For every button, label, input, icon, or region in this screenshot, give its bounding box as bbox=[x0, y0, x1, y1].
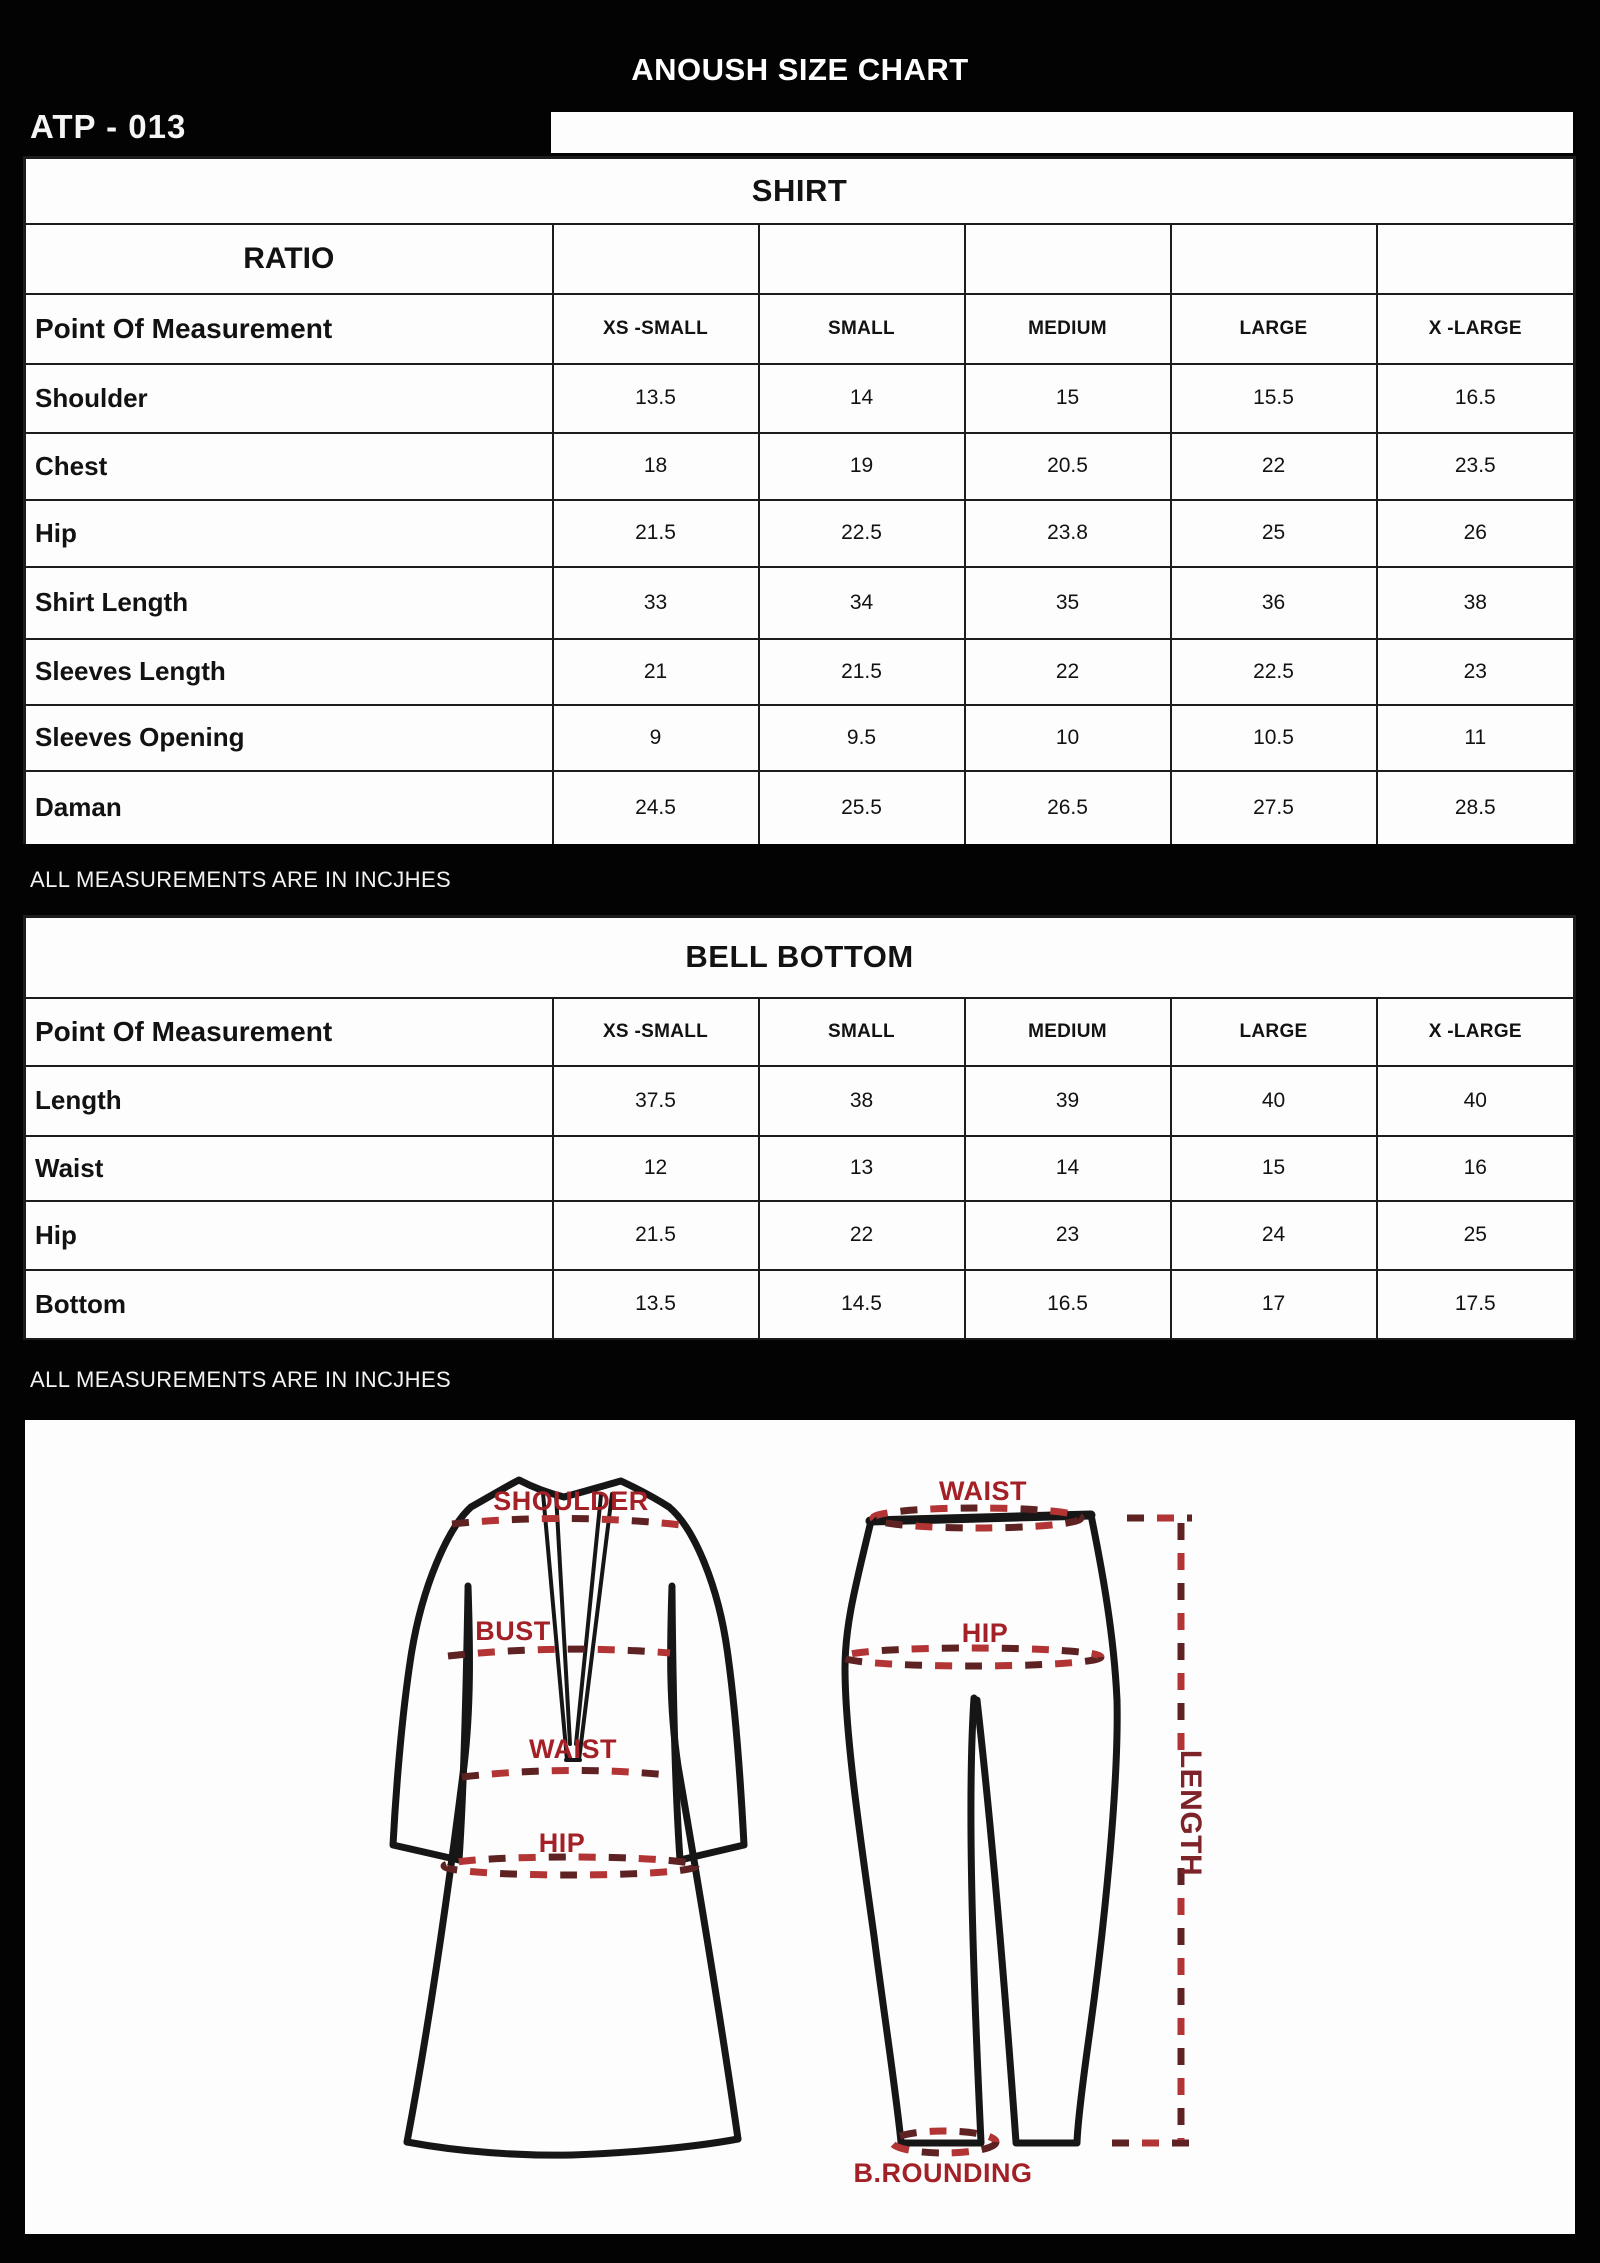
tunic-shoulder-label: SHOULDER bbox=[493, 1486, 649, 1516]
row-label: Shoulder bbox=[25, 364, 553, 433]
pants-hip-label: HIP bbox=[961, 1618, 1009, 1648]
cell-value: 22.5 bbox=[759, 500, 965, 567]
product-code: ATP - 013 bbox=[30, 108, 187, 145]
cell-value: 17 bbox=[1171, 1270, 1377, 1340]
table-row bbox=[25, 771, 1575, 846]
row-label: Length bbox=[25, 1066, 553, 1136]
column-header-xs: XS -SMALL bbox=[553, 998, 759, 1066]
cell-value: 34 bbox=[759, 567, 965, 639]
column-header-xl: X -LARGE bbox=[1377, 998, 1575, 1066]
empty-cell bbox=[759, 224, 965, 294]
table-row bbox=[25, 1136, 1575, 1201]
table-row bbox=[25, 705, 1575, 771]
row-label: Hip bbox=[25, 500, 553, 567]
cell-value: 33 bbox=[553, 567, 759, 639]
product-code-bar bbox=[551, 112, 1573, 153]
cell-value: 24.5 bbox=[553, 771, 759, 846]
tunic-neck-placket bbox=[543, 1493, 612, 1760]
column-header-l: LARGE bbox=[1171, 998, 1377, 1066]
column-header-xl: X -LARGE bbox=[1377, 294, 1575, 364]
column-header-xs: XS -SMALL bbox=[553, 294, 759, 364]
pants-length-label: LENGTH bbox=[1174, 1749, 1207, 1877]
cell-value: 21.5 bbox=[553, 1201, 759, 1270]
table-row bbox=[25, 639, 1575, 705]
bell-bottom-size-table bbox=[23, 915, 1576, 1341]
row-label: Shirt Length bbox=[25, 567, 553, 639]
cell-value: 37.5 bbox=[553, 1066, 759, 1136]
shirt-table-title: SHIRT bbox=[25, 158, 1575, 224]
row-label: Sleeves Opening bbox=[25, 705, 553, 771]
cell-value: 21.5 bbox=[759, 639, 965, 705]
tunic-waist-line bbox=[462, 1770, 668, 1777]
cell-value: 22 bbox=[965, 639, 1171, 705]
pants-outline bbox=[845, 1515, 1117, 2143]
cell-value: 25.5 bbox=[759, 771, 965, 846]
table-row bbox=[25, 1270, 1575, 1340]
table-row bbox=[25, 1201, 1575, 1270]
cell-value: 28.5 bbox=[1377, 771, 1575, 846]
cell-value: 12 bbox=[553, 1136, 759, 1201]
cell-value: 14.5 bbox=[759, 1270, 965, 1340]
ratio-cell: RATIO bbox=[25, 224, 553, 294]
measurements-note-text: ALL MEASUREMENTS ARE IN INCJHES bbox=[30, 1367, 452, 1392]
cell-value: 16.5 bbox=[1377, 364, 1575, 433]
cell-value: 25 bbox=[1377, 1201, 1575, 1270]
column-header-l: LARGE bbox=[1171, 294, 1377, 364]
shirt-size-table bbox=[23, 156, 1576, 847]
cell-value: 14 bbox=[965, 1136, 1171, 1201]
cell-value: 22.5 bbox=[1171, 639, 1377, 705]
page-title: ANOUSH SIZE CHART bbox=[631, 52, 969, 87]
pants-bottom-rounding-label: B.ROUNDING bbox=[853, 2158, 1033, 2188]
cell-value: 39 bbox=[965, 1066, 1171, 1136]
measurements-note bbox=[0, 1340, 1600, 1420]
cell-value: 14 bbox=[759, 364, 965, 433]
cell-value: 15 bbox=[1171, 1136, 1377, 1201]
column-header-m: MEDIUM bbox=[965, 998, 1171, 1066]
cell-value: 38 bbox=[759, 1066, 965, 1136]
cell-value: 16 bbox=[1377, 1136, 1575, 1201]
cell-value: 23 bbox=[965, 1201, 1171, 1270]
row-label: Chest bbox=[25, 433, 553, 500]
cell-value: 22 bbox=[759, 1201, 965, 1270]
column-header-s: SMALL bbox=[759, 294, 965, 364]
cell-value: 17.5 bbox=[1377, 1270, 1575, 1340]
cell-value: 36 bbox=[1171, 567, 1377, 639]
table-row bbox=[25, 500, 1575, 567]
cell-value: 15.5 bbox=[1171, 364, 1377, 433]
cell-value: 38 bbox=[1377, 567, 1575, 639]
cell-value: 26 bbox=[1377, 500, 1575, 567]
pom-header: Point Of Measurement bbox=[25, 998, 553, 1066]
cell-value: 11 bbox=[1377, 705, 1575, 771]
cell-value: 23 bbox=[1377, 639, 1575, 705]
cell-value: 25 bbox=[1171, 500, 1377, 567]
cell-value: 10 bbox=[965, 705, 1171, 771]
pants-hip-line bbox=[843, 1648, 1101, 1666]
table-row bbox=[25, 364, 1575, 433]
row-label: Sleeves Length bbox=[25, 639, 553, 705]
column-header-s: SMALL bbox=[759, 998, 965, 1066]
row-label: Hip bbox=[25, 1201, 553, 1270]
bell-table-title: BELL BOTTOM bbox=[25, 917, 1575, 998]
cell-value: 40 bbox=[1377, 1066, 1575, 1136]
pom-header: Point Of Measurement bbox=[25, 294, 553, 364]
empty-cell bbox=[553, 224, 759, 294]
cell-value: 24 bbox=[1171, 1201, 1377, 1270]
cell-value: 35 bbox=[965, 567, 1171, 639]
cell-value: 21.5 bbox=[553, 500, 759, 567]
table-row bbox=[25, 433, 1575, 500]
size-diagram bbox=[25, 1420, 1575, 2234]
cell-value: 10.5 bbox=[1171, 705, 1377, 771]
cell-value: 9 bbox=[553, 705, 759, 771]
cell-value: 15 bbox=[965, 364, 1171, 433]
cell-value: 16.5 bbox=[965, 1270, 1171, 1340]
tunic-hip-line bbox=[444, 1857, 696, 1875]
tunic-hip-label: HIP bbox=[538, 1828, 586, 1858]
measurements-note bbox=[0, 844, 1600, 915]
tunic-shoulder-line bbox=[452, 1518, 690, 1526]
table-row bbox=[25, 567, 1575, 639]
row-label: Bottom bbox=[25, 1270, 553, 1340]
cell-value: 23.8 bbox=[965, 500, 1171, 567]
cell-value: 19 bbox=[759, 433, 965, 500]
tunic-waist-label: WAIST bbox=[529, 1734, 617, 1764]
cell-value: 20.5 bbox=[965, 433, 1171, 500]
empty-cell bbox=[1171, 224, 1377, 294]
cell-value: 22 bbox=[1171, 433, 1377, 500]
pants-waistband bbox=[870, 1515, 1091, 1521]
empty-cell bbox=[965, 224, 1171, 294]
tunic-outline bbox=[393, 1480, 744, 2155]
cell-value: 21 bbox=[553, 639, 759, 705]
cell-value: 40 bbox=[1171, 1066, 1377, 1136]
cell-value: 27.5 bbox=[1171, 771, 1377, 846]
cell-value: 13 bbox=[759, 1136, 965, 1201]
tunic-bust-label: BUST bbox=[475, 1616, 551, 1646]
cell-value: 13.5 bbox=[553, 1270, 759, 1340]
size-diagram-svg bbox=[25, 1420, 1575, 2234]
pants-waist-label: WAIST bbox=[939, 1476, 1027, 1506]
empty-cell bbox=[1377, 224, 1575, 294]
table-row bbox=[25, 1066, 1575, 1136]
cell-value: 13.5 bbox=[553, 364, 759, 433]
column-header-m: MEDIUM bbox=[965, 294, 1171, 364]
cell-value: 9.5 bbox=[759, 705, 965, 771]
row-label: Waist bbox=[25, 1136, 553, 1201]
cell-value: 18 bbox=[553, 433, 759, 500]
cell-value: 26.5 bbox=[965, 771, 1171, 846]
cell-value: 23.5 bbox=[1377, 433, 1575, 500]
measurements-note-text: ALL MEASUREMENTS ARE IN INCJHES bbox=[30, 866, 452, 892]
row-label: Daman bbox=[25, 771, 553, 846]
